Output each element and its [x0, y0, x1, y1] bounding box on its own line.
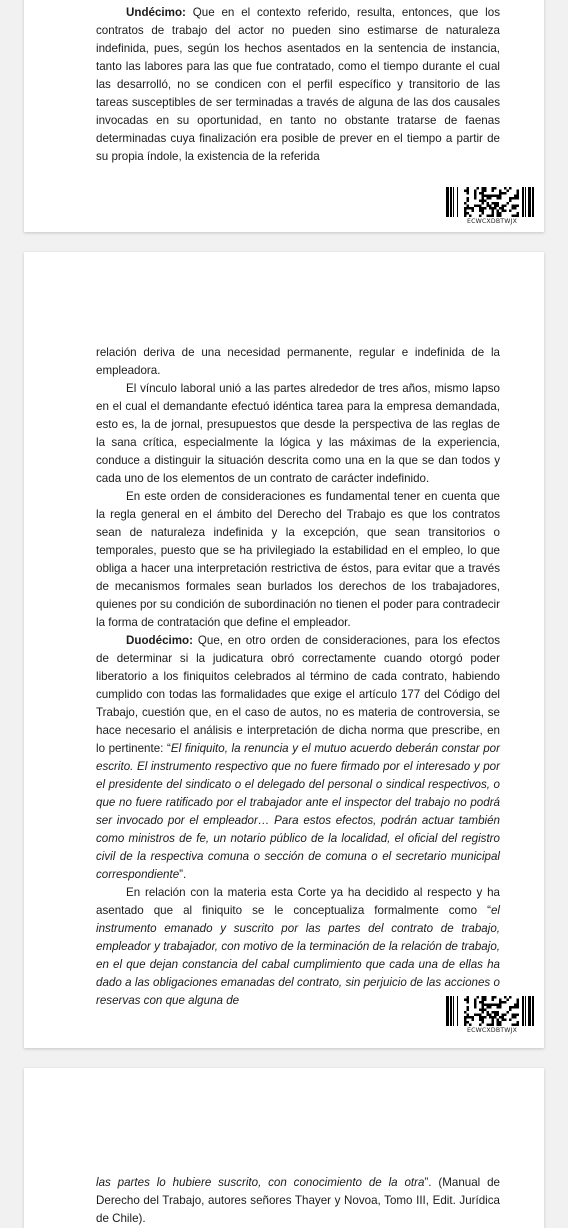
paragraph-text: relación deriva de una necesidad permanente, regular e indefinida de la empleadora. — [96, 346, 500, 377]
document-page-2 — [24, 252, 544, 1048]
paragraph — [96, 380, 500, 488]
paragraph — [96, 344, 500, 380]
quoted-text: el instrumento emanado y suscrito por las partes del contrato de trabajo, empleador y trabajador, con motivo de la terminación de la relación de trabajo, en el que dejan constancia del cabal cumplimiento que cada una de ellas ha dado a las obligaciones emanadas del contrato, sin perjuicio de las acciones o reservas con que alguna de — [96, 904, 500, 1007]
document-page-3 — [24, 1068, 544, 1228]
paragraph-tail: ”. (Manual de Derecho del Trabajo, autores señores Thayer y Novoa, Tomo III, Edit. Jurídica de Chile). — [96, 1176, 500, 1225]
barcode — [446, 187, 538, 227]
paragraph-text: Que, en otro orden de consideraciones, para los efectos de determinar si la judicatura obró correctamente cuando otorgó poder liberatorio a los finiquitos celebrados al término de cada contrato, habiendo cumplido con todas las formalidades que exige el artículo 177 del Código del Trabajo, cuestión que, en el caso de autos, no es materia de controversia, se hace necesario el análisis e interpretación de dicha norma que prescribe, en lo pertinente: “ — [96, 634, 500, 755]
paragraph — [96, 4, 500, 166]
barcode-code: ECWCXDBTWJX — [466, 1027, 518, 1034]
paragraph-heading: Undécimo: — [126, 6, 186, 19]
quoted-text: las partes lo hubiere suscrito, con conocimiento de la otra — [96, 1176, 425, 1189]
paragraph — [96, 632, 500, 884]
quoted-text: El finiquito, la renuncia y el mutuo acuerdo deberán constar por escrito. El instrumento respectivo que no fuere firmado por el interesado y por el presidente del sindicato o el delegado del personal o sindical respectivos, o que no fuere ratificado por el trabajador ante el inspector del trabajo no podrá ser invocado por el empleador… Para estos efectos, podrán actuar también como ministros de fe, un notario público de la localidad, el oficial del registro civil de la respectiva comuna o sección de comuna o el secretario municipal correspondiente — [96, 742, 500, 881]
barcode-code: ECWCXDBTWJX — [466, 218, 518, 225]
paragraph — [96, 1174, 500, 1228]
paragraph-text: En este orden de consideraciones es fundamental tener en cuenta que la regla general en el ámbito del Derecho del Trabajo es que los contratos sean de naturaleza indefinida y la excepción, que sean transitorios o temporales, puesto que se ha privilegiado la estabilidad en el empleo, lo que obliga a hacer una interpretación restrictiva de éstos, para evitar que a través de mecanismos formales sean burlados los derechos de los trabajadores, quienes por su condición de subordinación no tienen el poder para contradecir la forma de contratación que define el empleador. — [96, 490, 500, 629]
document-page-1 — [24, 0, 544, 232]
paragraph-tail: ”. — [179, 868, 187, 881]
paragraph-heading: Duodécimo: — [126, 634, 193, 647]
paragraph-text: El vínculo laboral unió a las partes alrededor de tres años, mismo lapso en el cual el demandante efectuó idéntica tarea para la empresa demandada, esto es, la de jornal, presupuestos que desde la perspectiva de las reglas de la sana crítica, especialmente la lógica y las máximas de la experiencia, conduce a distinguir la situación descrita como una en la que se dan todos y cada uno de los elementos de un contrato de carácter indefinido. — [96, 382, 500, 485]
barcode-graphic — [446, 996, 538, 1026]
page-text — [96, 4, 500, 166]
barcode-graphic — [446, 187, 538, 217]
paragraph — [96, 884, 500, 1010]
page-text — [96, 1174, 500, 1228]
barcode — [446, 996, 538, 1036]
paragraph-text: En relación con la materia esta Corte ya ha decidido al respecto y ha asentado que al finiquito se le conceptualiza formalmente como “ — [96, 886, 500, 917]
paragraph — [96, 488, 500, 632]
page-text — [96, 344, 500, 1010]
paragraph-text: Que en el contexto referido, resulta, entonces, que los contratos de trabajo del actor no pueden sino estimarse de naturaleza indefinida, pues, según los hechos asentados en la sentencia de instancia, tanto las labores para las que fue contratado, como el tiempo durante el cual las desarrolló, no se condicen con el perfil específico y transitorio de las tareas susceptibles de ser terminadas a través de alguna de las dos causales invocadas en su oportunidad, en tanto no obstante tratarse de faenas determinadas cuya finalización era posible de prever en el tiempo a partir de su propia índole, la existencia de la referida — [96, 6, 500, 163]
